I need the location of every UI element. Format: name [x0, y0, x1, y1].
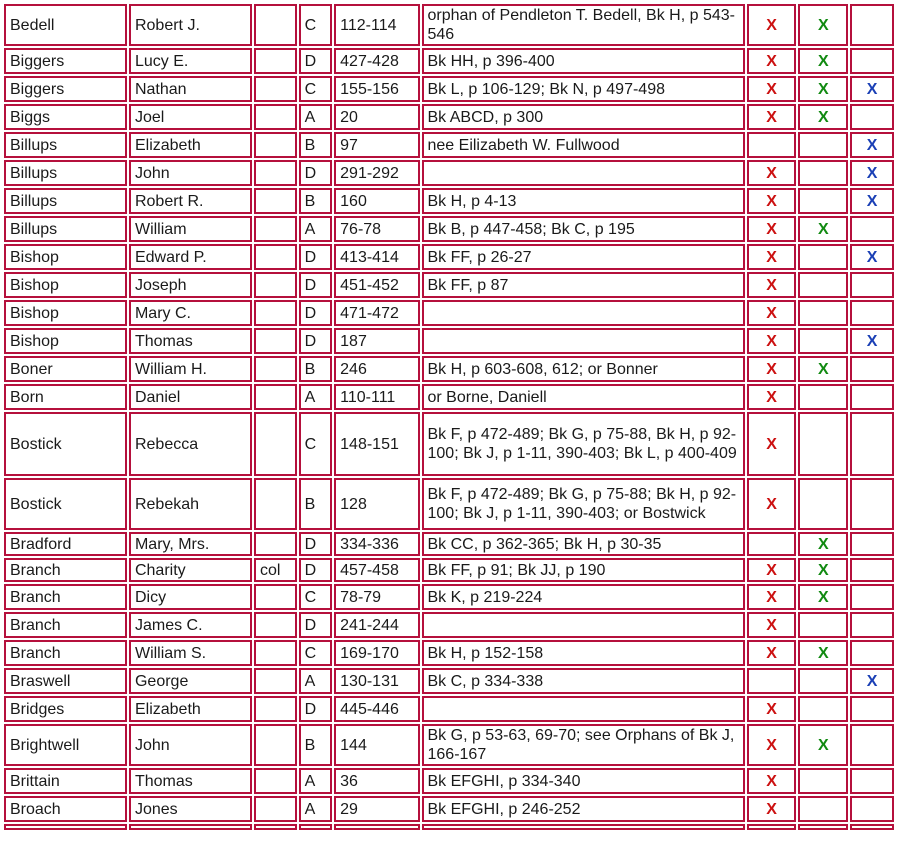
green-mark-cell: X — [798, 216, 848, 242]
pages-cell: 169-170 — [334, 640, 419, 666]
note-cell — [254, 668, 297, 694]
red-mark-cell: X — [747, 356, 797, 382]
pages-cell: 155-156 — [334, 76, 419, 102]
red-mark-cell — [747, 132, 797, 158]
given-name-cell: Lucy E. — [129, 48, 252, 74]
red-mark-cell: X — [747, 478, 797, 530]
green-mark-cell — [798, 132, 848, 158]
class-cell: A — [299, 384, 333, 410]
green-mark-cell: X — [798, 724, 848, 766]
given-name-cell: Daniel — [129, 384, 252, 410]
table-row — [4, 356, 894, 382]
pages-cell: 144 — [334, 724, 419, 766]
note-cell — [254, 612, 297, 638]
pages-cell: 160 — [334, 188, 419, 214]
green-mark-cell — [798, 668, 848, 694]
green-mark-cell: X — [798, 4, 848, 46]
table-row — [4, 132, 894, 158]
class-cell — [299, 824, 333, 830]
reference-cell: Bk H, p 152-158 — [422, 640, 745, 666]
pages-cell: 112-114 — [334, 4, 419, 46]
reference-cell: or Borne, Daniell — [422, 384, 745, 410]
given-name-cell — [129, 824, 252, 830]
blue-mark-cell: X — [850, 244, 894, 270]
class-cell: D — [299, 160, 333, 186]
pages-cell: 148-151 — [334, 412, 419, 476]
pages-cell: 29 — [334, 796, 419, 822]
given-name-cell: John — [129, 724, 252, 766]
reference-cell — [422, 160, 745, 186]
table-row — [4, 724, 894, 766]
note-cell — [254, 76, 297, 102]
blue-mark-cell — [850, 532, 894, 556]
given-name-cell: Rebekah — [129, 478, 252, 530]
class-cell: A — [299, 668, 333, 694]
surname-cell: Boner — [4, 356, 127, 382]
table-row — [4, 584, 894, 610]
table-row — [4, 668, 894, 694]
blue-mark-cell — [850, 584, 894, 610]
pages-cell: 20 — [334, 104, 419, 130]
pages-cell: 78-79 — [334, 584, 419, 610]
note-cell — [254, 696, 297, 722]
red-mark-cell: X — [747, 328, 797, 354]
given-name-cell: William S. — [129, 640, 252, 666]
reference-cell: Bk C, p 334-338 — [422, 668, 745, 694]
blue-mark-cell — [850, 356, 894, 382]
class-cell: C — [299, 640, 333, 666]
reference-cell: Bk L, p 106-129; Bk N, p 497-498 — [422, 76, 745, 102]
table-row — [4, 824, 894, 830]
red-mark-cell: X — [747, 104, 797, 130]
pages-cell: 36 — [334, 768, 419, 794]
green-mark-cell: X — [798, 48, 848, 74]
green-mark-cell — [798, 160, 848, 186]
table-row — [4, 768, 894, 794]
green-mark-cell — [798, 478, 848, 530]
green-mark-cell — [798, 612, 848, 638]
pages-cell: 128 — [334, 478, 419, 530]
table-row — [4, 558, 894, 582]
red-mark-cell: X — [747, 384, 797, 410]
surname-cell: Biggers — [4, 48, 127, 74]
given-name-cell: Elizabeth — [129, 696, 252, 722]
reference-cell: Bk K, p 219-224 — [422, 584, 745, 610]
reference-cell: Bk CC, p 362-365; Bk H, p 30-35 — [422, 532, 745, 556]
note-cell — [254, 300, 297, 326]
red-mark-cell: X — [747, 412, 797, 476]
red-mark-cell: X — [747, 160, 797, 186]
reference-cell: Bk B, p 447-458; Bk C, p 195 — [422, 216, 745, 242]
blue-mark-cell — [850, 412, 894, 476]
given-name-cell: Robert J. — [129, 4, 252, 46]
pages-cell — [334, 824, 419, 830]
table-row — [4, 244, 894, 270]
surname-cell: Branch — [4, 612, 127, 638]
note-cell — [254, 272, 297, 298]
reference-cell — [422, 328, 745, 354]
green-mark-cell: X — [798, 532, 848, 556]
table-row — [4, 328, 894, 354]
reference-cell: Bk HH, p 396-400 — [422, 48, 745, 74]
class-cell: D — [299, 272, 333, 298]
class-cell: B — [299, 724, 333, 766]
red-mark-cell: X — [747, 558, 797, 582]
blue-mark-cell — [850, 768, 894, 794]
blue-mark-cell — [850, 558, 894, 582]
note-cell — [254, 768, 297, 794]
pages-cell: 187 — [334, 328, 419, 354]
given-name-cell: Mary C. — [129, 300, 252, 326]
red-mark-cell: X — [747, 300, 797, 326]
blue-mark-cell — [850, 104, 894, 130]
surname-cell: Branch — [4, 558, 127, 582]
surname-cell: Bishop — [4, 300, 127, 326]
given-name-cell: James C. — [129, 612, 252, 638]
blue-mark-cell — [850, 724, 894, 766]
surname-cell: Bishop — [4, 328, 127, 354]
green-mark-cell — [798, 328, 848, 354]
blue-mark-cell — [850, 4, 894, 46]
note-cell — [254, 216, 297, 242]
blue-mark-cell: X — [850, 188, 894, 214]
class-cell: D — [299, 48, 333, 74]
red-mark-cell: X — [747, 724, 797, 766]
surname-cell: Bostick — [4, 478, 127, 530]
given-name-cell: John — [129, 160, 252, 186]
green-mark-cell — [798, 412, 848, 476]
table-row — [4, 384, 894, 410]
green-mark-cell — [798, 188, 848, 214]
table-row — [4, 478, 894, 530]
note-cell — [254, 384, 297, 410]
table-row — [4, 76, 894, 102]
surname-cell: Broach — [4, 796, 127, 822]
blue-mark-cell — [850, 48, 894, 74]
pages-cell: 130-131 — [334, 668, 419, 694]
surname-cell: Brittain — [4, 768, 127, 794]
surname-cell: Biggs — [4, 104, 127, 130]
class-cell: C — [299, 4, 333, 46]
note-cell — [254, 478, 297, 530]
pages-cell: 291-292 — [334, 160, 419, 186]
given-name-cell: Joseph — [129, 272, 252, 298]
pages-cell: 246 — [334, 356, 419, 382]
given-name-cell: William H. — [129, 356, 252, 382]
class-cell: D — [299, 532, 333, 556]
pages-cell: 471-472 — [334, 300, 419, 326]
given-name-cell: Charity — [129, 558, 252, 582]
red-mark-cell: X — [747, 76, 797, 102]
red-mark-cell: X — [747, 768, 797, 794]
green-mark-cell: X — [798, 558, 848, 582]
blue-mark-cell: X — [850, 668, 894, 694]
red-mark-cell: X — [747, 272, 797, 298]
surname-cell: Brightwell — [4, 724, 127, 766]
table-row — [4, 272, 894, 298]
surname-cell: Bradford — [4, 532, 127, 556]
red-mark-cell: X — [747, 216, 797, 242]
given-name-cell: Nathan — [129, 76, 252, 102]
green-mark-cell: X — [798, 584, 848, 610]
surname-cell: Bedell — [4, 4, 127, 46]
green-mark-cell: X — [798, 104, 848, 130]
given-name-cell: Elizabeth — [129, 132, 252, 158]
given-name-cell: Joel — [129, 104, 252, 130]
surname-cell: Braswell — [4, 668, 127, 694]
red-mark-cell — [747, 824, 797, 830]
note-cell — [254, 724, 297, 766]
surname-cell — [4, 824, 127, 830]
surname-cell: Bridges — [4, 696, 127, 722]
green-mark-cell — [798, 300, 848, 326]
note-cell — [254, 584, 297, 610]
red-mark-cell: X — [747, 48, 797, 74]
class-cell: A — [299, 796, 333, 822]
reference-cell: Bk G, p 53-63, 69-70; see Orphans of Bk J, 166-167 — [422, 724, 745, 766]
reference-cell — [422, 300, 745, 326]
pages-cell: 76-78 — [334, 216, 419, 242]
green-mark-cell: X — [798, 640, 848, 666]
class-cell: A — [299, 104, 333, 130]
blue-mark-cell — [850, 696, 894, 722]
given-name-cell: Robert R. — [129, 188, 252, 214]
table-row — [4, 48, 894, 74]
table-row — [4, 640, 894, 666]
surname-cell: Bishop — [4, 244, 127, 270]
reference-cell: Bk H, p 603-608, 612; or Bonner — [422, 356, 745, 382]
reference-cell — [422, 824, 745, 830]
pages-cell: 110-111 — [334, 384, 419, 410]
note-cell — [254, 160, 297, 186]
given-name-cell: Jones — [129, 796, 252, 822]
given-name-cell: William — [129, 216, 252, 242]
note-cell — [254, 532, 297, 556]
class-cell: D — [299, 612, 333, 638]
reference-cell — [422, 696, 745, 722]
pages-cell: 451-452 — [334, 272, 419, 298]
class-cell: B — [299, 478, 333, 530]
note-cell — [254, 356, 297, 382]
reference-cell: Bk F, p 472-489; Bk G, p 75-88, Bk H, p 92-100; Bk J, p 1-11, 390-403; Bk L, p 400-409 — [422, 412, 745, 476]
class-cell: B — [299, 188, 333, 214]
red-mark-cell: X — [747, 796, 797, 822]
reference-cell: Bk FF, p 26-27 — [422, 244, 745, 270]
table-row — [4, 696, 894, 722]
blue-mark-cell: X — [850, 328, 894, 354]
surname-cell: Billups — [4, 216, 127, 242]
class-cell: A — [299, 768, 333, 794]
red-mark-cell — [747, 532, 797, 556]
pages-cell: 334-336 — [334, 532, 419, 556]
note-cell — [254, 412, 297, 476]
given-name-cell: Thomas — [129, 328, 252, 354]
blue-mark-cell — [850, 272, 894, 298]
given-name-cell: Edward P. — [129, 244, 252, 270]
reference-cell: Bk EFGHI, p 334-340 — [422, 768, 745, 794]
green-mark-cell: X — [798, 76, 848, 102]
class-cell: D — [299, 558, 333, 582]
note-cell — [254, 244, 297, 270]
class-cell: D — [299, 244, 333, 270]
surname-cell: Biggers — [4, 76, 127, 102]
records-table — [2, 2, 896, 832]
table-body — [4, 4, 894, 830]
surname-cell: Bostick — [4, 412, 127, 476]
table-row — [4, 104, 894, 130]
green-mark-cell — [798, 768, 848, 794]
note-cell — [254, 104, 297, 130]
red-mark-cell: X — [747, 244, 797, 270]
reference-cell: Bk F, p 472-489; Bk G, p 75-88; Bk H, p 92-100; Bk J, p 1-11, 390-403; or Bostwick — [422, 478, 745, 530]
table-row — [4, 188, 894, 214]
pages-cell: 241-244 — [334, 612, 419, 638]
surname-cell: Bishop — [4, 272, 127, 298]
table-row — [4, 612, 894, 638]
blue-mark-cell: X — [850, 132, 894, 158]
class-cell: C — [299, 412, 333, 476]
given-name-cell: Dicy — [129, 584, 252, 610]
green-mark-cell: X — [798, 356, 848, 382]
class-cell: D — [299, 300, 333, 326]
table-row — [4, 300, 894, 326]
table-row — [4, 796, 894, 822]
given-name-cell: Mary, Mrs. — [129, 532, 252, 556]
reference-cell: Bk FF, p 91; Bk JJ, p 190 — [422, 558, 745, 582]
pages-cell: 445-446 — [334, 696, 419, 722]
reference-cell: Bk FF, p 87 — [422, 272, 745, 298]
blue-mark-cell — [850, 384, 894, 410]
note-cell — [254, 132, 297, 158]
red-mark-cell: X — [747, 640, 797, 666]
surname-cell: Billups — [4, 132, 127, 158]
red-mark-cell: X — [747, 612, 797, 638]
green-mark-cell — [798, 272, 848, 298]
reference-cell: orphan of Pendleton T. Bedell, Bk H, p 543-546 — [422, 4, 745, 46]
table-row — [4, 532, 894, 556]
class-cell: D — [299, 696, 333, 722]
note-cell — [254, 188, 297, 214]
class-cell: C — [299, 76, 333, 102]
red-mark-cell: X — [747, 584, 797, 610]
note-cell — [254, 640, 297, 666]
table-row — [4, 160, 894, 186]
class-cell: B — [299, 132, 333, 158]
table-row — [4, 412, 894, 476]
reference-cell: nee Eilizabeth W. Fullwood — [422, 132, 745, 158]
surname-cell: Branch — [4, 584, 127, 610]
surname-cell: Billups — [4, 160, 127, 186]
pages-cell: 413-414 — [334, 244, 419, 270]
blue-mark-cell — [850, 478, 894, 530]
note-cell — [254, 824, 297, 830]
red-mark-cell: X — [747, 696, 797, 722]
note-cell — [254, 4, 297, 46]
class-cell: B — [299, 356, 333, 382]
given-name-cell: George — [129, 668, 252, 694]
blue-mark-cell: X — [850, 76, 894, 102]
reference-cell: Bk H, p 4-13 — [422, 188, 745, 214]
green-mark-cell — [798, 824, 848, 830]
surname-cell: Born — [4, 384, 127, 410]
red-mark-cell — [747, 668, 797, 694]
pages-cell: 427-428 — [334, 48, 419, 74]
note-cell: col — [254, 558, 297, 582]
class-cell: C — [299, 584, 333, 610]
class-cell: A — [299, 216, 333, 242]
reference-cell — [422, 612, 745, 638]
blue-mark-cell — [850, 612, 894, 638]
blue-mark-cell — [850, 796, 894, 822]
table-row — [4, 4, 894, 46]
blue-mark-cell: X — [850, 160, 894, 186]
reference-cell: Bk ABCD, p 300 — [422, 104, 745, 130]
given-name-cell: Rebecca — [129, 412, 252, 476]
reference-cell: Bk EFGHI, p 246-252 — [422, 796, 745, 822]
blue-mark-cell — [850, 216, 894, 242]
red-mark-cell: X — [747, 4, 797, 46]
note-cell — [254, 796, 297, 822]
surname-cell: Billups — [4, 188, 127, 214]
class-cell: D — [299, 328, 333, 354]
given-name-cell: Thomas — [129, 768, 252, 794]
pages-cell: 97 — [334, 132, 419, 158]
blue-mark-cell — [850, 640, 894, 666]
red-mark-cell: X — [747, 188, 797, 214]
table-row — [4, 216, 894, 242]
green-mark-cell — [798, 384, 848, 410]
surname-cell: Branch — [4, 640, 127, 666]
note-cell — [254, 328, 297, 354]
green-mark-cell — [798, 696, 848, 722]
pages-cell: 457-458 — [334, 558, 419, 582]
green-mark-cell — [798, 796, 848, 822]
blue-mark-cell — [850, 300, 894, 326]
note-cell — [254, 48, 297, 74]
green-mark-cell — [798, 244, 848, 270]
blue-mark-cell — [850, 824, 894, 830]
